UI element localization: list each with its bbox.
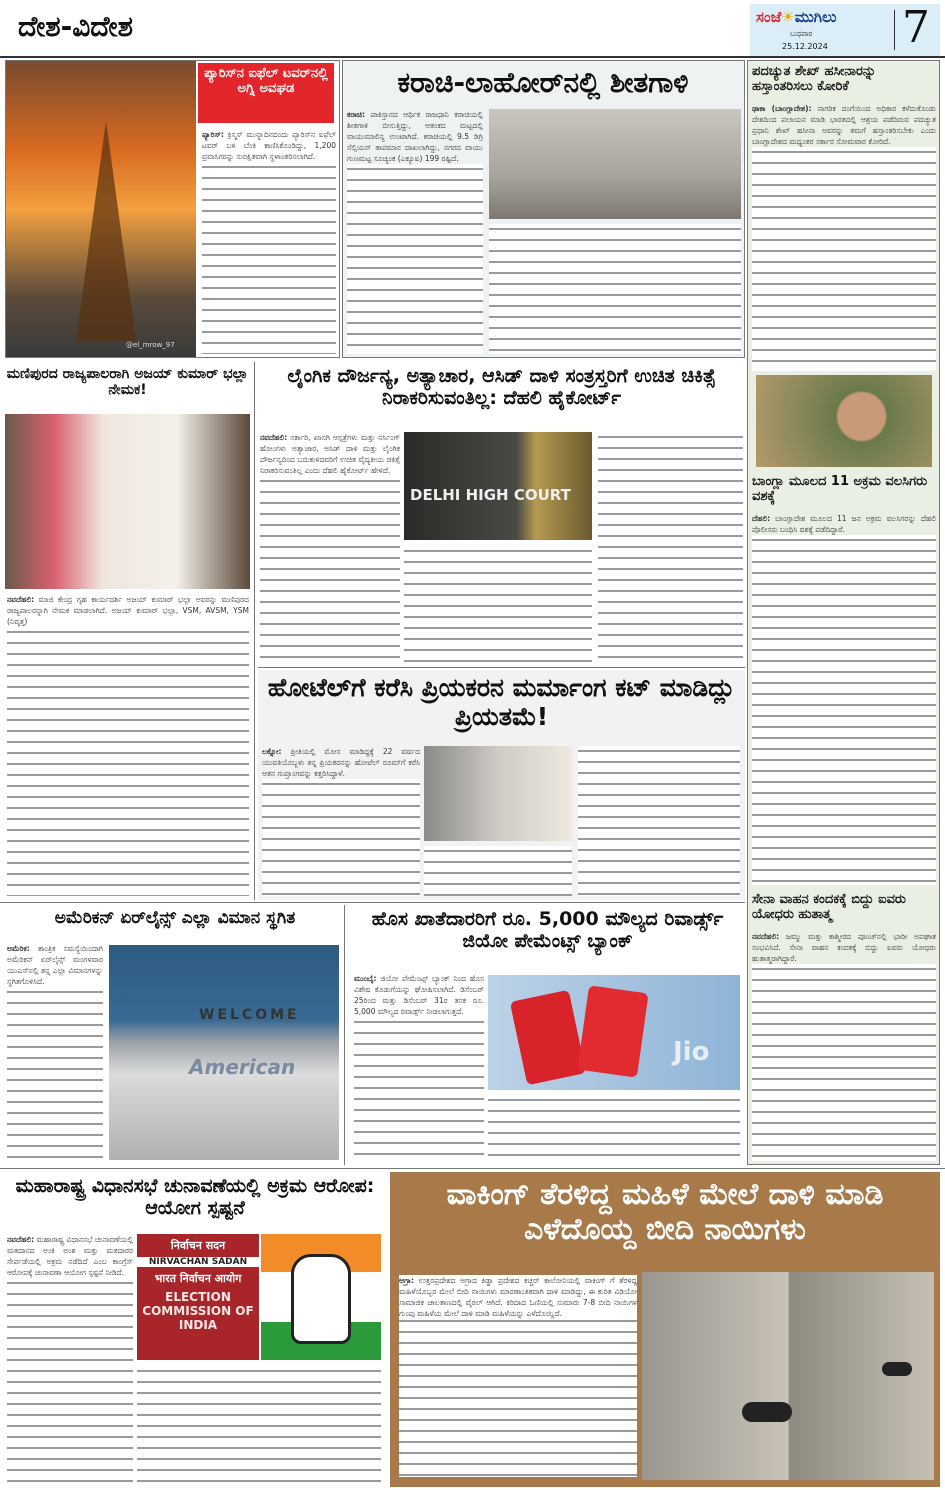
manipur-photo: [5, 414, 250, 589]
jio-body: ಮುಂಬೈ: ಜಿಯೋ ಪೇಮೆಂಟ್ಸ್ ಬ್ಯಾಂಕ್ ನಿಂದ ಹೊಸ ವಿಶೇಷ ಕೊಡುಗೆಯನ್ನು ಘೋಷಿಸಲಾಗಿದೆ. ಡಿಸೆಂಬರ್ 25ರಿಂದ ಮತ್ತು ಡಿಸೆಂಬರ್ 31ರ ತನಕ ರೂ. 5,000 ಮೌಲ್ಯದ ರಿವಾರ್ಡ್ಸ್ ನೀಡಲಾಗುತ್ತದೆ.: [354, 973, 484, 1163]
sign-hindi-2: भारत निर्वाचन आयोग: [154, 1272, 242, 1285]
hotel-body-3: [578, 746, 740, 896]
maharashtra-body-2: [137, 1366, 381, 1484]
sun-icon: ☀: [781, 8, 795, 26]
karachi-body-cols: [489, 224, 741, 354]
sign-english: NIRVACHAN SADAN: [137, 1257, 259, 1267]
delhi-high-court-photo: [404, 432, 592, 540]
article-hotel: [258, 670, 745, 900]
section-title: ದೇಶ-ವಿದೇಶ: [18, 10, 133, 43]
article-jio: [350, 905, 745, 1165]
hasina-body: ಢಾಕಾ (ಬಾಂಗ್ಲಾದೇಶ): ನಾಗರಿಕ ದಂಗೆಯಿಂದ ಅಧಿಕಾರ ಕಳೆದುಕೊಂಡು ದೇಶದಿಂದ ಪಲಾಯನ ಮಾಡಿ ಭಾರತದಲ್ಲಿ ಆಶ್ರಯ ಪಡೆದಿರುವ ಪದಚ್ಯುತ ಪ್ರಧಾನಿ ಶೇಖ್ ಹಸೀನಾ ಅವರನ್ನು ತಮಗೆ ಹಸ್ತಾಂತರಿಸಬೇಕು ಎಂದು ಬಾಂಗ್ಲಾದೇಶದ ಮಧ್ಯಂತರ ಸರ್ಕಾರ ಸೋಮವಾರ ಕೋರಿದೆ.: [752, 103, 936, 371]
hotel-body: ಲಕ್ನೋ: ಪ್ರೀತಿಯಲ್ಲಿ ಮೋಸ ಮಾಡಿದ್ದಕ್ಕೆ 22 ವರ್ಷದ ಯುವತಿಯೊಬ್ಬಳು ತನ್ನ ಪ್ರಿಯಕರನನ್ನು ಹೋಟೆಲ್ ರೂಮ್‌ಗೆ ಕರೆಸಿ ಆತನ ಗುಪ್ತಾಂಗವನ್ನು ಕತ್ತರಿಸಿದ್ದಾಳೆ.: [262, 746, 420, 896]
bangla-headline: ಬಾಂಗ್ಲಾ ಮೂಲದ 11 ಅಕ್ರಮ ವಲಸಿಗರು ವಶಕ್ಕೆ: [752, 474, 928, 504]
karachi-body: ಕರಾಚಿ: ಪಾಕಿಸ್ತಾನದ ಆರ್ಥಿಕ ರಾಜಧಾನಿ ಕರಾಚಿಯಲ್ಲಿ ಶೀತಗಾಳಿ ಬೀಸುತ್ತಿದ್ದು, ಆತಂಕದ ಮಟ್ಟದಲ್ಲಿ ವಾಯುಮಾಲಿನ್ಯ ಉಂಟಾಗಿದೆ. ಕರಾಚಿಯಲ್ಲಿ 9.5 ಡಿಗ್ರಿ ಸೆಲ್ಸಿಯಸ್ ತಾಪಮಾನ ದಾಖಲಾಗಿದ್ದು, ನಗರದ ವಾಯು ಗುಣಮಟ್ಟ ಸೂಚ್ಯಂಕ (ಎಕ್ಯೂಐ) 199 ರಷ್ಟಿದೆ.: [347, 109, 483, 354]
hotel-headline: ಹೋಟೆಲ್‌ಗೆ ಕರೆಸಿ ಪ್ರಿಯಕರನ ಮರ್ಮಾಂಗ ಕಟ್ ಮಾಡಿದ್ಲು ಪ್ರಿಯತಮೆ!: [267, 673, 736, 731]
sidebar: [747, 60, 940, 1165]
court-sign-text: DELHI HIGH COURT: [410, 486, 571, 504]
hotel-body-2: [424, 846, 572, 896]
delhi-hc-headline: ಲೈಂಗಿಕ ದೌರ್ಜನ್ಯ, ಅತ್ಯಾಚಾರ, ಆಸಿಡ್ ದಾಳಿ ಸಂತ್ರಸ್ತರಿಗೆ ಉಚಿತ ಚಿಕಿತ್ಸೆ ನಿರಾಕರಿಸುವಂತಿಲ್ಲ: ದೆಹಲಿ ಹೈಕೋರ್ಟ್: [287, 365, 716, 409]
sign-eci: ELECTION COMMISSION OF INDIA: [142, 1290, 254, 1332]
election-commission-photo: [137, 1234, 259, 1360]
karachi-headline: ಕರಾಚಿ-ಲಾಹೋರ್‌ನಲ್ಲಿ ಶೀತಗಾಳಿ: [397, 66, 689, 99]
paris-body: ಪ್ಯಾರಿಸ್: ಕ್ರಿಸ್ಮಸ್ ಮುನ್ನಾದಿನದಂದು ಪ್ಯಾರಿಸ್‌ನ ಐಫೆಲ್ ಟವರ್ ಬಳಿ ಬೆಂಕಿ ಕಾಣಿಸಿಕೊಂಡಿದ್ದು, 1,200 ಪ್ರವಾಸಿಗರನ್ನು ಸುರಕ್ಷಿತವಾಗಿ ಸ್ಥಳಾಂತರಿಸಲಾಗಿದೆ.: [202, 129, 336, 354]
page-number: 7: [902, 2, 930, 53]
article-american: [5, 905, 345, 1165]
delhi-hc-body-2: [404, 546, 592, 664]
eiffel-tower-shape: [76, 121, 136, 341]
american-body: ಅಮೆರಿಕ: ತಾಂತ್ರಿಕ ಸಮಸ್ಯೆಯಿಂದಾಗಿ ಅಮೆರಿಕನ್ ಏರ್‌ಲೈನ್ಸ್ ಮಂಗಳವಾರ ಯುಎಸ್‌ನಲ್ಲಿ ತನ್ನ ಎಲ್ಲಾ ವಿಮಾನಗಳನ್ನು ಸ್ಥಗಿತಗೊಳಿಸಿದೆ.: [7, 943, 103, 1161]
dogs-body: ಆಗ್ರಾ: ಉತ್ತರಪ್ರದೇಶದ ಆಗ್ರಾದ ಕಿಡ್ಡಾ ಪ್ರದೇಶದ ಕಚ್ಚರ್ ಕಾಲೋನಿಯಲ್ಲಿ ವಾಕಿಂಗ್ ಗೆ ತೆರಳಿದ್ದ ಮಹಿಳೆಯೊಬ್ಬರ ಮೇಲೆ ಬೀದಿ ನಾಯಿಗಳು ಮಾರಣಾಂತಿಕವಾಗಿ ದಾಳಿ ಮಾಡಿದ್ದು, ಈ ಕುರಿತ ವಿಡಿಯೋ ಸಾಮಾಜಿಕ ಜಾಲತಾಣದಲ್ಲಿ ವೈರಲ್ ಆಗಿದೆ. ಕಿರಿದಾದ ಓಣಿಯಲ್ಲಿ ಸುಮಾರು 7-8 ಬೀದಿ ನಾಯಿಗಳ ಗುಂಪು ಮಹಿಳೆಯ ಮೇಲೆ ದಾಳಿ ಮಾಡಿ ಮಹಿಳೆಯನ್ನು ಎಳೆದೊಯ್ದಿದೆ.: [396, 1272, 640, 1480]
article-dogs: [390, 1172, 940, 1487]
delhi-hc-body: ನವದೆಹಲಿ: ಸರ್ಕಾರಿ, ಖಾಸಗಿ ಆಸ್ಪತ್ರೆಗಳು ಮತ್ತು ನರ್ಸಿಂಗ್ ಹೋಂಗಳು ಅತ್ಯಾಚಾರ, ಆಸಿಡ್ ದಾಳಿ ಮತ್ತು ಲೈಂಗಿಕ ದೌರ್ಜನ್ಯದಿಂದ ಬದುಕುಳಿದವರಿಗೆ ಉಚಿತ ವೈದ್ಯಕೀಯ ಚಿಕಿತ್ಸೆ ನಿರಾಕರಿಸುವಂತಿಲ್ಲ ಎಂದು ದೆಹಲಿ ಹೈಕೋರ್ಟ್ ಹೇಳಿದೆ.: [260, 432, 400, 664]
jio-body-2: [488, 1095, 740, 1163]
dog-attack-cctv-photo: [642, 1272, 934, 1480]
day: ಬುಧವಾರ: [790, 30, 813, 38]
manipur-body: ನವದೆಹಲಿ: ಮಾಜಿ ಕೇಂದ್ರ ಗೃಹ ಕಾರ್ಯದರ್ಶಿ ಅಜಯ್ ಕುಮಾರ್ ಭಲ್ಲಾ ಅವರನ್ನು ಮಣಿಪುರದ ರಾಜ್ಯಪಾಲರನ್ನಾಗಿ ನೇಮಕ ಮಾಡಲಾಗಿದೆ. ಅಜಯ್ ಕುಮಾರ್ ಭಲ್ಲಾ, VSM, AVSM, YSM (ನಿವೃತ್ತ): [7, 594, 249, 896]
date: 25.12.2024: [782, 42, 828, 51]
plane-livery-text: American: [189, 1055, 296, 1079]
eiffel-fire-photo: [6, 61, 196, 357]
dog-shape: [742, 1402, 792, 1422]
article-manipur: [5, 362, 255, 900]
army-headline: ಸೇನಾ ವಾಹನ ಕಂದಕಕ್ಕೆ ಬಿದ್ದು ಐವರು ಯೋಧರು ಹುತಾತ್ಮ: [752, 892, 906, 922]
paper-name-2: ಮುಗಿಲು: [794, 8, 837, 26]
maharashtra-headline: ಮಹಾರಾಷ್ಟ್ರ ವಿಧಾನಸಭೆ ಚುನಾವಣೆಯಲ್ಲಿ ಅಕ್ರಮ ಆರೋಪ: ಆಯೋಗ ಸ್ಪಷ್ಟನೆ: [15, 1175, 375, 1219]
article-maharashtra: [5, 1172, 385, 1487]
welcome-sign: WELCOME: [199, 1007, 300, 1023]
article-paris: [5, 60, 340, 358]
photo-credit: @el_mrow_97: [126, 341, 175, 349]
dogs-headline: ವಾಕಿಂಗ್ ತೆರಳಿದ್ದ ಮಹಿಳೆ ಮೇಲೆ ದಾಳಿ ಮಾಡಿ ಎಳೆದೊಯ್ದ ಬೀದಿ ನಾಯಿಗಳು: [446, 1177, 884, 1247]
jio-headline: ಹೊಸ ಖಾತೆದಾರರಿಗೆ ರೂ. 5,000 ಮೌಲ್ಯದ ರಿವಾರ್ಡ್ಸ್ ಜಿಯೋ ಪೇಮೆಂಟ್ಸ್ ಬ್ಯಾಂಕ್: [371, 908, 724, 952]
american-airlines-photo: [109, 945, 339, 1160]
american-headline: ಅಮೆರಿಕನ್ ಏರ್‌ಲೈನ್ಸ್ ಎಲ್ಲಾ ವಿಮಾನ ಸ್ಥಗಿತ: [54, 908, 296, 928]
article-delhi-hc: [258, 362, 745, 668]
paris-headline: ಪ್ಯಾರಿಸ್‌ನ ಐಫೆಲ್ ಟವರ್‌ನಲ್ಲಿ ಅಗ್ನಿ ಅವಘಡ: [198, 63, 334, 123]
congress-hand-logo: [261, 1234, 381, 1360]
jio-cards-photo: [488, 975, 740, 1090]
jio-logo-text: Jio: [673, 1037, 710, 1067]
hasina-headline: ಪದಚ್ಯುತ ಶೇಖ್ ಹಸೀನಾರನ್ನು ಹಸ್ತಾಂತರಿಸಲು ಕೋರಿಕೆ: [752, 64, 877, 94]
dog-shape: [882, 1362, 912, 1376]
smog-photo: [489, 109, 741, 219]
army-body: ನವದೆಹಲಿ: ಜಮ್ಮು ಮತ್ತು ಕಾಶ್ಮೀರದ ಪೂಂಚ್‌ನಲ್ಲಿ ಭಾರೀ ಅಪಘಾತ ಸಂಭವಿಸಿದೆ. ಸೇನಾ ವಾಹನ ಕಂದಕಕ್ಕೆ ಬಿದ್ದು ಐವರು ಯೋಧರು ಹುತಾತ್ಮರಾಗಿದ್ದಾರೆ.: [752, 931, 936, 1161]
maharashtra-body: ನವದೆಹಲಿ: ಮಹಾರಾಷ್ಟ್ರ ವಿಧಾನಸಭೆ ಚುನಾವಣೆಯಲ್ಲಿ ಮತದಾನದ ಅಂಕಿ ಅಂಶ ಮತ್ತು ಮತದಾರರ ಸೇರ್ಪಡೆಯಲ್ಲಿ ಅಕ್ರಮ ನಡೆದಿದೆ ಎಂಬ ಕಾಂಗ್ರೆಸ್ ಆರೋಪಕ್ಕೆ ಚುನಾವಣಾ ಆಯೋಗ ಸ್ಪಷ್ಟನೆ ನೀಡಿದೆ.: [7, 1234, 133, 1484]
sign-hindi: निर्वाचन सदन: [170, 1239, 226, 1252]
paper-name-1: ಸಂಜೆ: [756, 8, 782, 26]
hasina-photo: [756, 375, 932, 467]
delhi-hc-body-3: [598, 432, 743, 664]
bangla-body: ದೆಹಲಿ: ಬಾಂಗ್ಲಾದೇಶ ಮೂಲದ 11 ಜನ ಅಕ್ರಮ ವಲಸಿಗರನ್ನು ದೆಹಲಿ ಪೊಲೀಸರು ಬಂಧಿಸಿ ವಶಕ್ಕೆ ಪಡೆದಿದ್ದಾರೆ.: [752, 513, 936, 885]
manipur-headline: ಮಣಿಪುರದ ರಾಜ್ಯಪಾಲರಾಗಿ ಅಜಯ್ ಕುಮಾರ್ ಭಲ್ಲಾ ನೇಮಕ!: [6, 366, 249, 399]
masthead-logo: [750, 4, 940, 56]
article-karachi: [342, 60, 745, 358]
couple-photo: [424, 746, 572, 841]
